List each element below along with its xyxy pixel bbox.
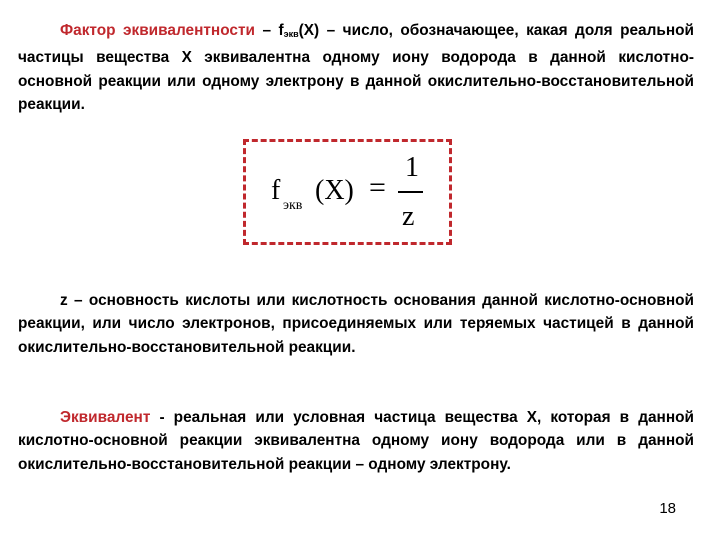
formula-numerator: 1 [405, 152, 419, 183]
definition-dash-symbol: – f [254, 22, 284, 39]
formula-fraction-bar [398, 191, 423, 193]
formula-f: f [271, 175, 281, 206]
term-equivalent: Эквивалент [60, 409, 151, 426]
formula-equals: = [369, 171, 386, 204]
definition-z [18, 289, 694, 359]
definition-equivalent [18, 406, 694, 476]
definition-subscript: экв [283, 29, 299, 39]
formula-subscript: экв [283, 198, 303, 213]
definition-z-text: z – основность кислоты или кислотность основания данной кислотно-основной реакции, или число электронов, присоединяемых или теряемых частицей в данной окислительно-восстановительной реакции. [18, 292, 694, 356]
definition-equivalence-factor [18, 19, 694, 116]
formula-denominator: z [402, 201, 415, 232]
page-number: 18 [659, 500, 676, 517]
definition-text: (X) – число, обозначающее, какая доля реальной частицы вещества Х эквивалентна одному иону водорода в данной кислотно-основной реакции или одному электрону в данной окислительно-восстановительной реакции. [18, 22, 694, 113]
definition-equivalent-text: - реальная или условная частица вещества Х, которая в данной кислотно-основной реакции эквивалентна одному иону водорода или в данной окислительно-восстановительной реакции – одному электрону. [18, 409, 694, 473]
formula-argument: (X) [315, 175, 354, 206]
term-equivalence-factor: Фактор эквивалентности [60, 22, 255, 39]
